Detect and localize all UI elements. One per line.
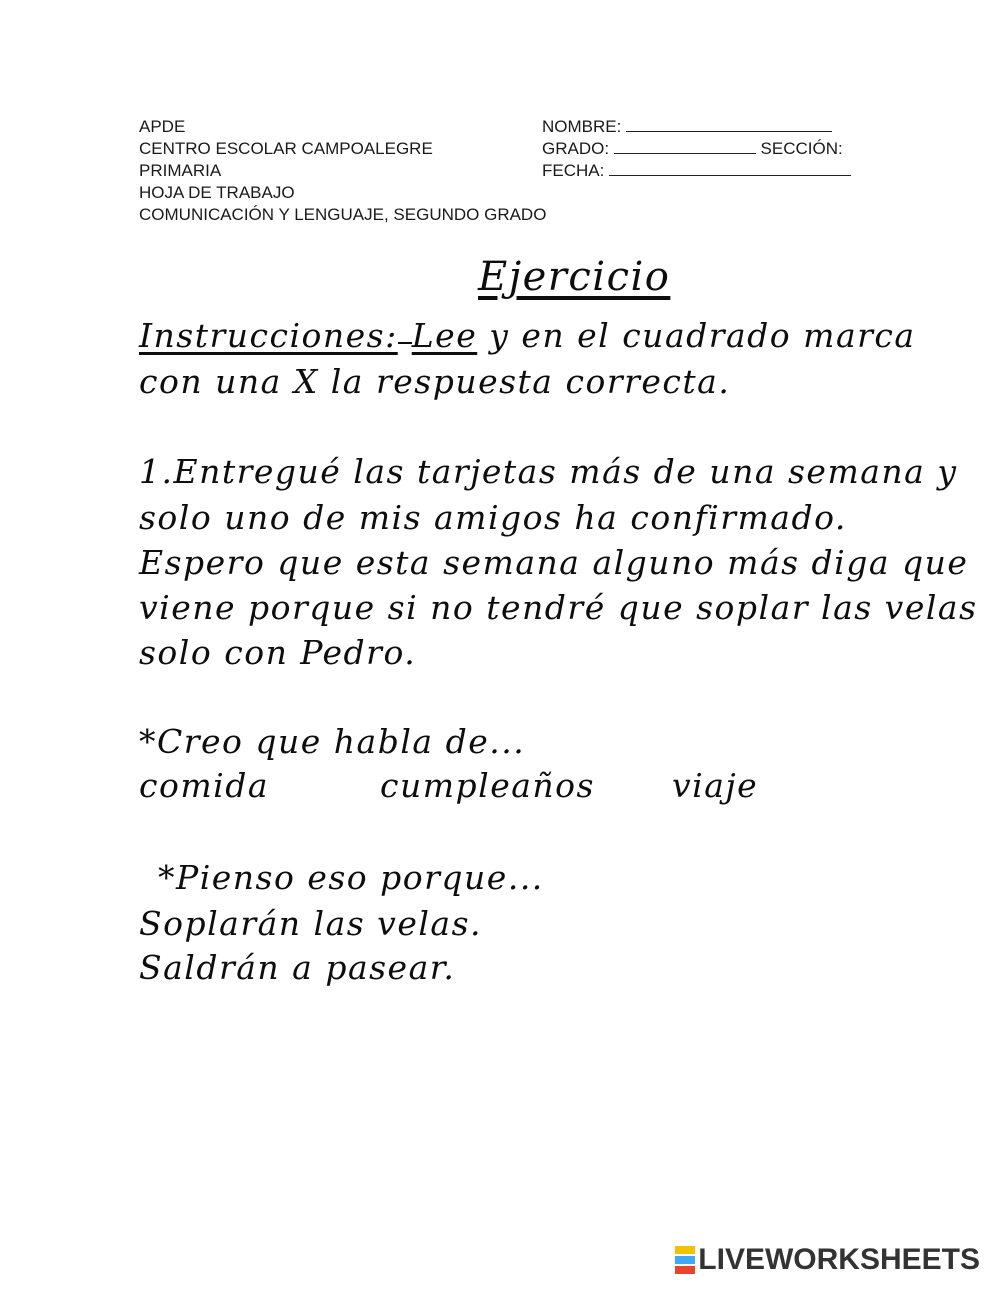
instructions-label: Instrucciones: <box>139 316 398 355</box>
option-soplaran[interactable]: Soplarán las velas. <box>139 904 482 943</box>
option-comida[interactable]: comida <box>139 766 269 805</box>
underline-gap <box>398 341 412 344</box>
logo-bar <box>675 1266 695 1274</box>
school-header <box>139 116 546 226</box>
header-line: HOJA DE TRABAJO <box>139 183 295 202</box>
liveworksheets-logo <box>675 1243 980 1277</box>
option-saldran[interactable]: Saldrán a pasear. <box>139 948 456 987</box>
passage-line: 1.Entregué las tarjetas más de una semana y <box>139 452 958 491</box>
fecha-field[interactable] <box>609 160 851 176</box>
logo-bar <box>675 1256 695 1264</box>
header-line: COMUNICACIÓN Y LENGUAJE, SEGUNDO GRADO <box>139 205 547 224</box>
instructions-line-2: con una X la respuesta correcta. <box>139 362 731 401</box>
instructions-text: y en el cuadrado marca <box>477 316 916 355</box>
student-info <box>542 116 851 182</box>
header-line: APDE <box>139 117 186 136</box>
option-viaje[interactable]: viaje <box>672 766 759 805</box>
page-title: Ejercicio <box>478 254 671 300</box>
seccion-label: SECCIÓN: <box>760 139 843 158</box>
passage-line: solo con Pedro. <box>139 633 417 672</box>
fecha-label: FECHA: <box>542 161 605 180</box>
nombre-field[interactable] <box>626 116 832 132</box>
passage-line: solo uno de mis amigos ha confirmado. <box>139 498 847 537</box>
passage-line: Espero que esta semana alguno más diga que <box>139 543 969 582</box>
header-line: CENTRO ESCOLAR CAMPOALEGRE <box>139 139 433 158</box>
instructions-first-word: Lee <box>411 316 478 355</box>
grado-field[interactable] <box>614 138 756 154</box>
header-line: PRIMARIA <box>139 161 222 180</box>
brand-name: LIVEWORKSHEETS <box>698 1243 980 1276</box>
nombre-row <box>542 116 851 138</box>
instructions-line-1 <box>139 316 916 355</box>
logo-icon <box>675 1245 695 1275</box>
grado-row <box>542 138 851 160</box>
passage-line: viene porque si no tendré que soplar las velas <box>139 588 978 627</box>
option-cumpleanos[interactable]: cumpleaños <box>380 766 595 805</box>
grado-label: GRADO: <box>542 139 610 158</box>
nombre-label: NOMBRE: <box>542 117 622 136</box>
fecha-row <box>542 160 851 182</box>
question-2-prompt: *Pienso eso porque... <box>158 858 544 897</box>
question-1-prompt: *Creo que habla de... <box>139 722 526 761</box>
logo-bar <box>675 1246 695 1254</box>
